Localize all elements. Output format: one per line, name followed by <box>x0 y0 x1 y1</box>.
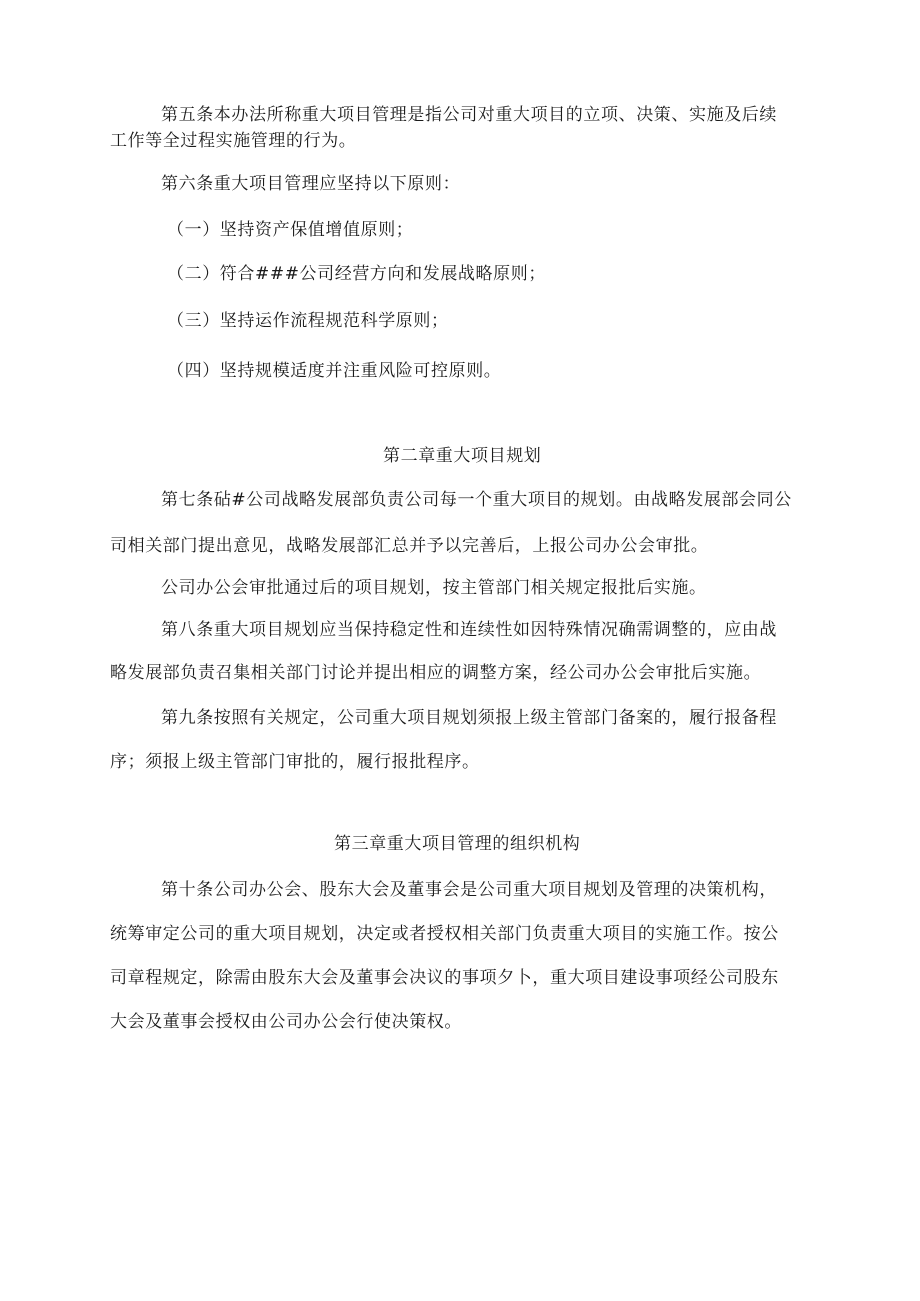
principle-item-2: （二）符合###公司经营方向和发展战略原则； <box>167 264 546 284</box>
article-9-line-1: 第九条按照有关规定，公司重大项目规划须报上级主管部门备案的，履行报备程 <box>161 708 777 728</box>
principle-item-4: （四）坚持规模适度并注重风险可控原则。 <box>167 361 502 381</box>
article-9-line-2: 序；须报上级主管部门审批的，履行报批程序。 <box>110 752 480 772</box>
principle-item-1: （一）坚持资产保值增值原则； <box>167 220 414 240</box>
article-7-line-1: 第七条砧#公司战略发展部负责公司每一个重大项目的规划。由战略发展部会同公 <box>161 490 792 510</box>
principle-item-3: （三）坚持运作流程规范科学原则； <box>167 311 449 331</box>
article-10-line-1: 第十条公司办公会、股东大会及董事会是公司重大项目规划及管理的决策机构， <box>161 880 777 900</box>
article-7-line-2: 司相关部门提出意见，战略发展部汇总并予以完善后，上报公司办公会审批。 <box>110 536 709 556</box>
chapter-2-title: 第二章重大项目规划 <box>383 446 542 466</box>
article-5-line-1: 第五条本办法所称重大项目管理是指公司对重大项目的立项、决策、实施及后续 <box>161 105 777 125</box>
article-6-intro: 第六条重大项目管理应坚持以下原则： <box>161 174 461 194</box>
article-10-line-2: 统筹审定公司的重大项目规划，决定或者授权相关部门负责重大项目的实施工作。按公 <box>110 924 779 944</box>
chapter-3-title: 第三章重大项目管理的组织机构 <box>334 834 581 854</box>
article-10-line-4: 大会及董事会授权由公司办公会行使决策权。 <box>110 1012 462 1032</box>
article-5-line-2: 工作等全过程实施管理的行为。 <box>110 131 357 151</box>
article-10-line-3: 司章程规定，除需由股东大会及董事会决议的事项夕卜，重大项目建设事项经公司股东 <box>110 968 779 988</box>
article-8-line-1: 第八条重大项目规划应当保持稳定性和连续性如因特殊情况确需调整的，应由战 <box>161 620 777 640</box>
article-7-line-3: 公司办公会审批通过后的项目规划，按主管部门相关规定报批后实施。 <box>161 578 707 598</box>
article-8-line-2: 略发展部负责召集相关部门讨论并提出相应的调整方案，经公司办公会审批后实施。 <box>110 663 762 683</box>
